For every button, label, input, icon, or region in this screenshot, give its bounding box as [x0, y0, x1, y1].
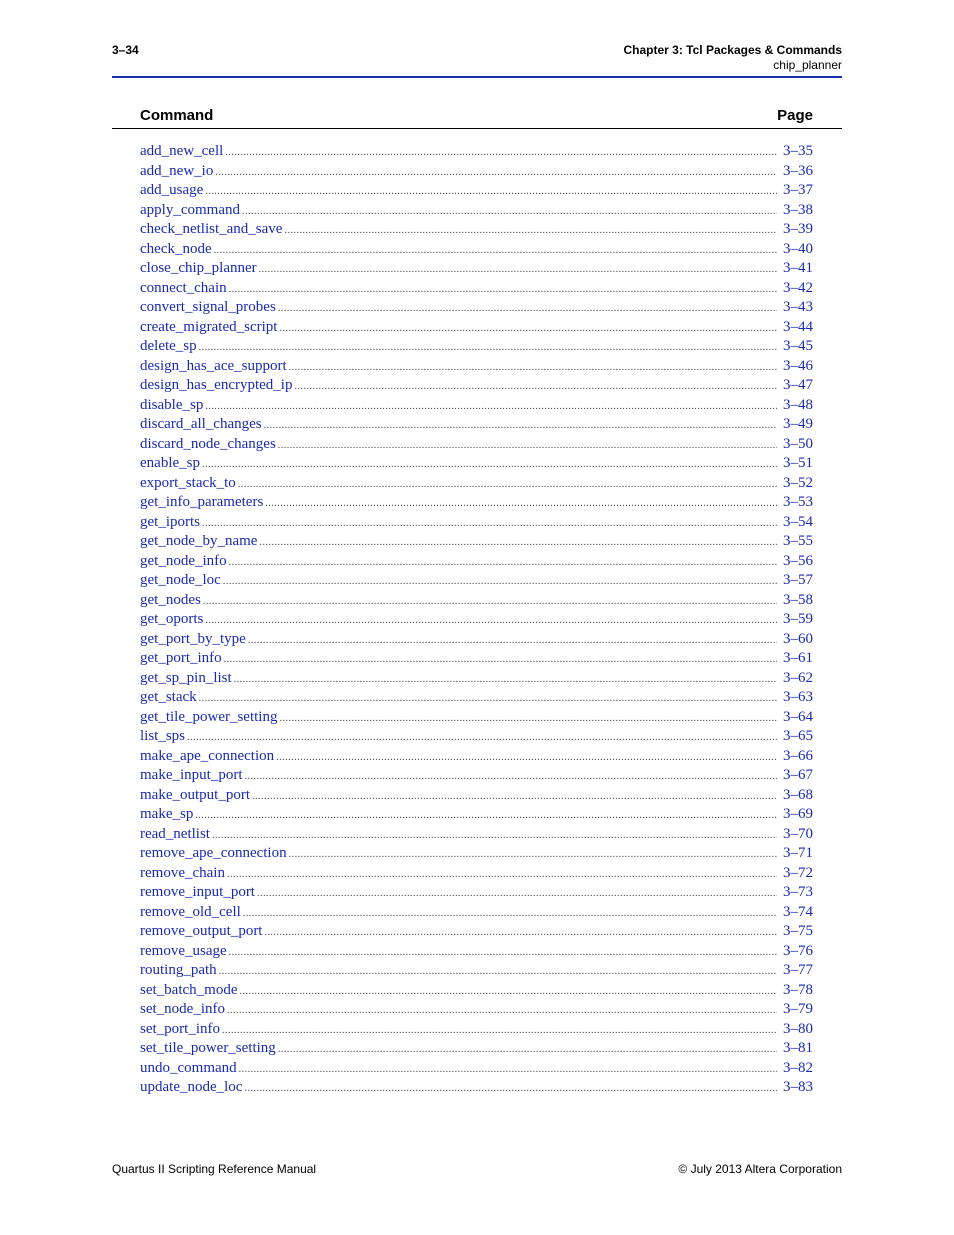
command-name-link[interactable]: set_port_info: [140, 1020, 220, 1037]
dot-leader: [278, 436, 777, 456]
command-link-row[interactable]: [140, 493, 813, 513]
page-number: 3–34: [112, 43, 139, 57]
dot-leader: [202, 514, 777, 534]
dot-leader: [259, 533, 777, 553]
dot-leader: [203, 592, 777, 612]
command-name-link[interactable]: add_usage: [140, 182, 204, 198]
command-link-row[interactable]: [140, 240, 813, 260]
command-name-link[interactable]: disable_sp: [140, 396, 204, 413]
command-link-row[interactable]: [140, 630, 813, 650]
page-number-link[interactable]: 3–43: [783, 299, 813, 315]
table-header-rule: [112, 128, 842, 129]
command-name-link[interactable]: get_tile_power_setting: [140, 708, 278, 725]
command-name-link[interactable]: list_sps: [140, 728, 186, 744]
command-name-link[interactable]: get_port_info: [140, 650, 222, 666]
command-name-link[interactable]: get_port_by_type: [140, 630, 246, 647]
section-title: chip_planner: [773, 58, 842, 72]
dot-leader: [227, 865, 777, 885]
command-link-row[interactable]: [140, 220, 813, 240]
dot-leader: [278, 299, 777, 319]
command-name-link[interactable]: discard_node_changes: [140, 435, 276, 452]
page-number-link[interactable]: 3–48: [783, 396, 813, 413]
command-list: [140, 142, 813, 1098]
dot-leader: [239, 1060, 777, 1080]
command-link-row[interactable]: [140, 435, 813, 455]
page-number-link[interactable]: 3–41: [783, 260, 813, 276]
command-link-row[interactable]: [140, 649, 813, 669]
page-number-link[interactable]: 3–65: [783, 728, 813, 744]
command-link-row[interactable]: [140, 961, 813, 981]
page-number-link[interactable]: 3–76: [783, 942, 813, 959]
page-number-link[interactable]: 3–78: [783, 981, 813, 998]
command-link-row[interactable]: [140, 415, 813, 435]
command-name-link[interactable]: enable_sp: [140, 455, 200, 471]
command-name-link[interactable]: apply_command: [140, 201, 240, 218]
command-link-row[interactable]: [140, 259, 813, 279]
dot-leader: [219, 962, 777, 982]
dot-leader: [238, 475, 777, 495]
page-number-link[interactable]: 3–42: [783, 279, 813, 296]
dot-leader: [225, 143, 777, 163]
command-name-link[interactable]: set_tile_power_setting: [140, 1040, 276, 1056]
dot-leader: [248, 631, 777, 651]
page-number-link[interactable]: 3–59: [783, 611, 813, 627]
dot-leader: [205, 397, 777, 417]
page-number-link[interactable]: 3–79: [783, 1001, 813, 1017]
command-name-link[interactable]: remove_chain: [140, 864, 225, 881]
command-name-link[interactable]: add_new_io: [140, 162, 214, 179]
page-number-link[interactable]: 3–51: [783, 455, 813, 471]
command-link-row[interactable]: [140, 1078, 813, 1098]
page-number-link[interactable]: 3–47: [783, 377, 813, 393]
page-number-link[interactable]: 3–54: [783, 513, 813, 530]
command-name-link[interactable]: remove_input_port: [140, 884, 255, 900]
command-name-link[interactable]: make_output_port: [140, 786, 250, 803]
command-name-link[interactable]: get_node_info: [140, 552, 227, 569]
dot-leader: [276, 748, 777, 768]
command-link-row[interactable]: [140, 279, 813, 299]
command-link-row[interactable]: [140, 357, 813, 377]
page-number-link[interactable]: 3–50: [783, 435, 813, 452]
dot-leader: [229, 553, 777, 573]
command-link-row[interactable]: [140, 864, 813, 884]
command-link-row[interactable]: [140, 1039, 813, 1059]
command-name-link[interactable]: discard_all_changes: [140, 416, 262, 432]
dot-leader: [252, 787, 777, 807]
command-link-row[interactable]: [140, 610, 813, 630]
dot-leader: [244, 767, 777, 787]
command-link-row[interactable]: [140, 532, 813, 552]
dot-leader: [215, 163, 777, 183]
command-link-row[interactable]: [140, 474, 813, 494]
dot-leader: [265, 494, 777, 514]
dot-leader: [223, 572, 777, 592]
command-name-link[interactable]: connect_chain: [140, 279, 227, 296]
dot-leader: [284, 221, 777, 241]
page-number-link[interactable]: 3–44: [783, 318, 813, 335]
page-number-link[interactable]: 3–74: [783, 903, 813, 920]
command-link-row[interactable]: [140, 922, 813, 942]
command-link-row[interactable]: [140, 181, 813, 201]
command-name-link[interactable]: remove_usage: [140, 942, 227, 959]
page-number-link[interactable]: 3–61: [783, 650, 813, 666]
dot-leader: [187, 728, 777, 748]
command-link-row[interactable]: [140, 591, 813, 611]
dot-leader: [294, 377, 777, 397]
page-number-link[interactable]: 3–38: [783, 201, 813, 218]
dot-leader: [202, 455, 777, 475]
command-name-link[interactable]: read_netlist: [140, 825, 210, 842]
page-number-link[interactable]: 3–57: [783, 572, 813, 588]
command-name-link[interactable]: remove_output_port: [140, 923, 263, 939]
dot-leader: [205, 611, 777, 631]
command-link-row[interactable]: [140, 552, 813, 572]
page-number-link[interactable]: 3–63: [783, 689, 813, 705]
dot-leader: [214, 241, 777, 261]
command-name-link[interactable]: undo_command: [140, 1059, 237, 1076]
command-link-row[interactable]: [140, 1020, 813, 1040]
command-link-row[interactable]: [140, 747, 813, 767]
dot-leader: [244, 1079, 777, 1099]
command-name-link[interactable]: design_has_ace_support: [140, 357, 287, 374]
command-link-row[interactable]: [140, 298, 813, 318]
page-number-link[interactable]: 3–39: [783, 221, 813, 237]
page-number-link[interactable]: 3–67: [783, 767, 813, 783]
dot-leader: [264, 923, 777, 943]
command-link-row[interactable]: [140, 942, 813, 962]
page-number-link[interactable]: 3–36: [783, 162, 813, 179]
running-header: [623, 43, 842, 73]
dot-leader: [229, 943, 777, 963]
page-number-link[interactable]: 3–52: [783, 474, 813, 491]
command-name-link[interactable]: get_node_loc: [140, 572, 221, 588]
column-command: Command: [140, 107, 214, 124]
dot-leader: [239, 982, 777, 1002]
command-link-row[interactable]: [140, 571, 813, 591]
command-name-link[interactable]: make_ape_connection: [140, 747, 275, 764]
page-number-link[interactable]: 3–62: [783, 669, 813, 686]
page-number-link[interactable]: 3–37: [783, 182, 813, 198]
column-page: Page: [777, 107, 813, 124]
command-link-row[interactable]: [140, 337, 813, 357]
command-name-link[interactable]: set_batch_mode: [140, 981, 238, 998]
command-link-row[interactable]: [140, 142, 813, 162]
dot-leader: [222, 1021, 777, 1041]
page-number-link[interactable]: 3–71: [783, 845, 813, 861]
dot-leader: [199, 338, 777, 358]
command-name-link[interactable]: make_input_port: [140, 767, 243, 783]
command-name-link[interactable]: get_nodes: [140, 591, 201, 608]
command-link-row[interactable]: [140, 318, 813, 338]
dot-leader: [227, 1001, 777, 1021]
command-link-row[interactable]: [140, 883, 813, 903]
command-name-link[interactable]: remove_old_cell: [140, 903, 241, 920]
command-link-row[interactable]: [140, 513, 813, 533]
command-name-link[interactable]: delete_sp: [140, 338, 197, 354]
command-name-link[interactable]: check_node: [140, 240, 212, 257]
dot-leader: [242, 202, 777, 222]
command-name-link[interactable]: get_oports: [140, 611, 204, 627]
dot-leader: [289, 358, 777, 378]
dot-leader: [234, 670, 777, 690]
page-number-link[interactable]: 3–64: [783, 708, 813, 725]
command-name-link[interactable]: get_node_by_name: [140, 533, 258, 549]
footer-manual-title: Quartus II Scripting Reference Manual: [112, 1162, 317, 1176]
page-number-link[interactable]: 3–73: [783, 884, 813, 900]
page-number-link[interactable]: 3–68: [783, 786, 813, 803]
command-link-row[interactable]: [140, 981, 813, 1001]
command-link-row[interactable]: [140, 766, 813, 786]
command-link-row[interactable]: [140, 201, 813, 221]
command-name-link[interactable]: add_new_cell: [140, 143, 224, 159]
page-number-link[interactable]: 3–49: [783, 416, 813, 432]
dot-leader: [279, 709, 777, 729]
command-name-link[interactable]: check_netlist_and_save: [140, 221, 283, 237]
command-link-row[interactable]: [140, 1000, 813, 1020]
command-link-row[interactable]: [140, 786, 813, 806]
page-number-link[interactable]: 3–40: [783, 240, 813, 257]
command-link-row[interactable]: [140, 1059, 813, 1079]
command-name-link[interactable]: create_migrated_script: [140, 318, 278, 335]
command-name-link[interactable]: get_sp_pin_list: [140, 669, 232, 686]
command-link-row[interactable]: [140, 727, 813, 747]
dot-leader: [257, 884, 777, 904]
command-name-link[interactable]: update_node_loc: [140, 1079, 243, 1095]
dot-leader: [259, 260, 777, 280]
command-name-link[interactable]: remove_ape_connection: [140, 845, 287, 861]
command-link-row[interactable]: [140, 903, 813, 923]
page-number-link[interactable]: 3–80: [783, 1020, 813, 1037]
command-name-link[interactable]: set_node_info: [140, 1001, 225, 1017]
dot-leader: [212, 826, 777, 846]
command-name-link[interactable]: get_stack: [140, 689, 197, 705]
dot-leader: [278, 1040, 777, 1060]
command-link-row[interactable]: [140, 805, 813, 825]
command-link-row[interactable]: [140, 825, 813, 845]
dot-leader: [199, 689, 777, 709]
table-header: [140, 107, 813, 124]
command-link-row[interactable]: [140, 844, 813, 864]
command-link-row[interactable]: [140, 454, 813, 474]
command-name-link[interactable]: close_chip_planner: [140, 260, 257, 276]
command-name-link[interactable]: get_info_parameters: [140, 494, 264, 510]
command-link-row[interactable]: [140, 708, 813, 728]
command-link-row[interactable]: [140, 669, 813, 689]
page-number-link[interactable]: 3–56: [783, 552, 813, 569]
command-name-link[interactable]: make_sp: [140, 806, 194, 822]
page-number-link[interactable]: 3–81: [783, 1040, 813, 1056]
header-rule: [112, 76, 842, 78]
command-name-link[interactable]: get_iports: [140, 513, 200, 530]
command-name-link[interactable]: convert_signal_probes: [140, 299, 276, 315]
page-number-link[interactable]: 3–60: [783, 630, 813, 647]
command-name-link[interactable]: routing_path: [140, 962, 217, 978]
page-number-link[interactable]: 3–83: [783, 1079, 813, 1095]
page-number-link[interactable]: 3–66: [783, 747, 813, 764]
dot-leader: [264, 416, 777, 436]
command-link-row[interactable]: [140, 376, 813, 396]
page-number-link[interactable]: 3–53: [783, 494, 813, 510]
page-number-link[interactable]: 3–70: [783, 825, 813, 842]
page-number-link[interactable]: 3–35: [783, 143, 813, 159]
command-link-row[interactable]: [140, 396, 813, 416]
page-number-link[interactable]: 3–46: [783, 357, 813, 374]
page-number-link[interactable]: 3–82: [783, 1059, 813, 1076]
dot-leader: [243, 904, 777, 924]
chapter-title: Chapter 3: Tcl Packages & Commands: [623, 43, 842, 57]
page-number-link[interactable]: 3–69: [783, 806, 813, 822]
page-number-link[interactable]: 3–58: [783, 591, 813, 608]
command-link-row[interactable]: [140, 162, 813, 182]
page-number-link[interactable]: 3–55: [783, 533, 813, 549]
dot-leader: [289, 845, 777, 865]
page-number-link[interactable]: 3–72: [783, 864, 813, 881]
dot-leader: [224, 650, 777, 670]
dot-leader: [205, 182, 777, 202]
dot-leader: [279, 319, 777, 339]
page-number-link[interactable]: 3–75: [783, 923, 813, 939]
footer-copyright: © July 2013 Altera Corporation: [678, 1162, 842, 1176]
page-number-link[interactable]: 3–77: [783, 962, 813, 978]
command-name-link[interactable]: design_has_encrypted_ip: [140, 377, 293, 393]
dot-leader: [195, 806, 777, 826]
command-link-row[interactable]: [140, 688, 813, 708]
command-name-link[interactable]: export_stack_to: [140, 474, 236, 491]
page-number-link[interactable]: 3–45: [783, 338, 813, 354]
dot-leader: [229, 280, 777, 300]
